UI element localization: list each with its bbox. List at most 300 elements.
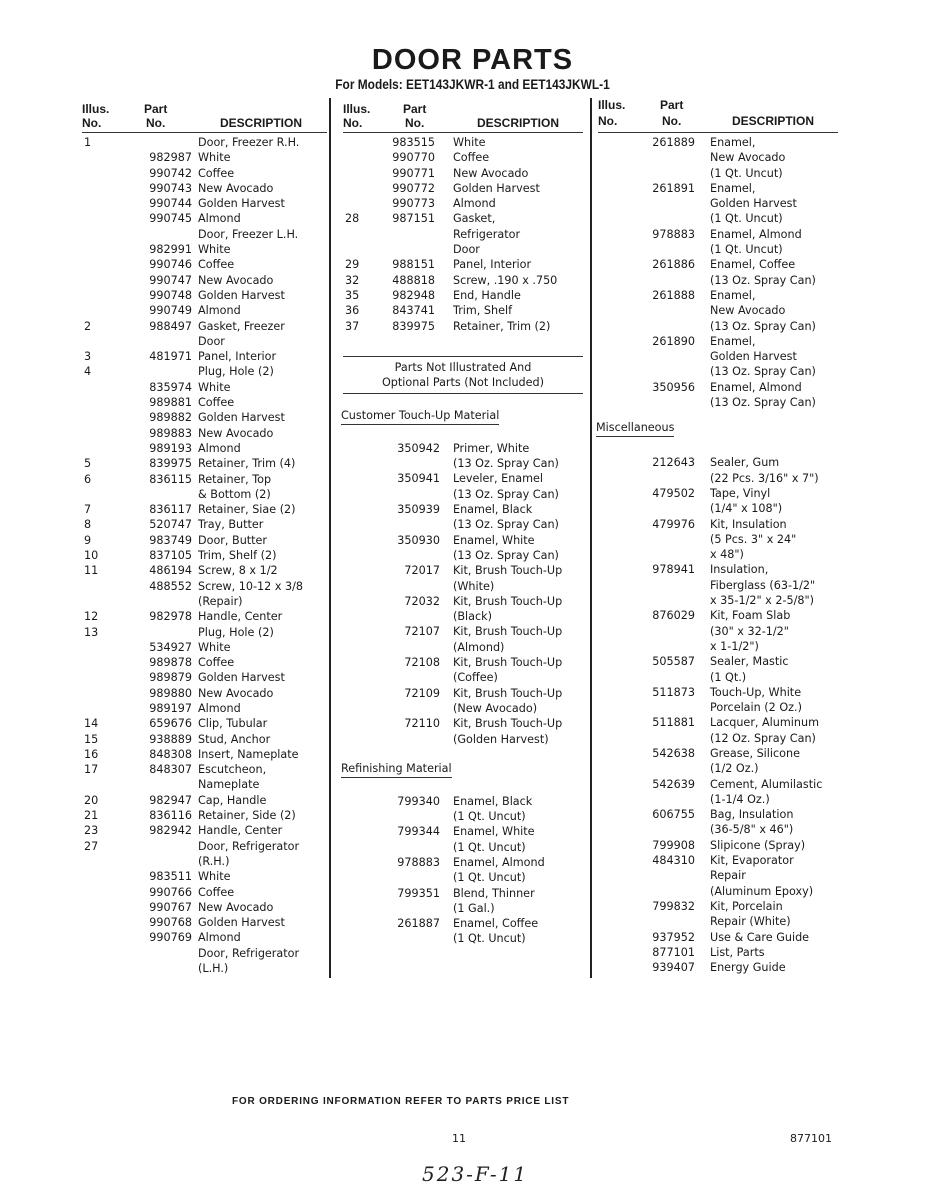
part-description: Retainer, Trim (2) (453, 319, 551, 333)
parts-row-continuation (343, 609, 583, 624)
parts-row (598, 945, 838, 960)
part-description: (1 Gal.) (453, 901, 495, 915)
part-description: New Avocado (198, 426, 274, 440)
parts-row-continuation (598, 822, 838, 837)
illus-number: 6 (84, 472, 92, 486)
part-description: Kit, Brush Touch-Up (453, 717, 563, 731)
parts-row (343, 655, 583, 670)
parts-row-continuation (598, 532, 838, 547)
part-description: (1 Qt. Uncut) (453, 840, 526, 854)
part-number: 982991 (149, 243, 192, 257)
optional-parts-heading (343, 356, 583, 394)
illus-number: 32 (345, 273, 360, 287)
part-description: (30" x 32-1/2" (710, 624, 789, 638)
part-description: Sealer, Mastic (710, 655, 789, 669)
optional-heading-line-1: Parts Not Illustrated And (394, 360, 532, 374)
part-description: Kit, Insulation (710, 517, 787, 531)
header-illus-no: No. (598, 114, 618, 128)
parts-row (343, 319, 583, 334)
part-number: 989882 (149, 411, 192, 425)
touchup-section (343, 408, 583, 747)
part-description: Golden Harvest (710, 197, 797, 211)
part-description: (1/4" x 108") (710, 502, 783, 516)
part-number: 835974 (149, 380, 192, 394)
part-number: 261887 (397, 917, 440, 931)
parts-row-continuation (598, 211, 838, 226)
part-description: Blend, Thinner (453, 886, 535, 900)
parts-row (343, 855, 583, 870)
part-description: New Avocado (198, 686, 274, 700)
parts-row (82, 854, 327, 869)
part-number: 990771 (392, 166, 435, 180)
part-number: 799908 (652, 838, 695, 852)
illus-number: 5 (84, 457, 92, 471)
parts-row (343, 196, 583, 211)
part-description: Lacquer, Aluminum (710, 716, 819, 730)
part-description: Almond (198, 931, 241, 945)
part-description: Kit, Brush Touch-Up (453, 656, 563, 670)
part-description: Sealer, Gum (710, 456, 780, 470)
parts-row-continuation (598, 792, 838, 807)
part-description: Enamel, (710, 334, 756, 348)
part-description: End, Handle (453, 288, 521, 302)
parts-row-continuation (343, 931, 583, 946)
part-description: Almond (198, 212, 241, 226)
parts-row (598, 654, 838, 669)
part-description: New Avocado (453, 166, 529, 180)
part-number: 990766 (149, 885, 192, 899)
parts-row (82, 915, 327, 930)
part-number: 982942 (149, 824, 192, 838)
parts-row (343, 533, 583, 548)
part-number: 261886 (652, 258, 695, 272)
header-part: Part (403, 102, 427, 116)
part-description: Golden Harvest (198, 411, 285, 425)
part-description: (12 Oz. Spray Can) (710, 731, 816, 745)
parts-row (82, 135, 327, 150)
part-number: 542638 (652, 746, 695, 760)
parts-row (82, 349, 327, 364)
parts-row (343, 794, 583, 809)
parts-row (82, 380, 327, 395)
part-description: Clip, Tubular (198, 717, 268, 731)
parts-row (82, 334, 327, 349)
part-number: 990745 (149, 212, 192, 226)
parts-row-continuation (598, 547, 838, 562)
header-illus-no: No. (82, 116, 102, 130)
parts-row (598, 486, 838, 501)
parts-row (82, 961, 327, 976)
parts-row (82, 716, 327, 731)
part-number: 990767 (149, 900, 192, 914)
part-description: (Aluminum Epoxy) (710, 884, 814, 898)
part-number: 488552 (149, 579, 192, 593)
illus-number: 7 (84, 503, 92, 517)
header-illus: Illus. (598, 98, 626, 112)
part-description: Screw, 10-12 x 3/8 (198, 579, 303, 593)
parts-row (82, 563, 327, 578)
parts-row (82, 900, 327, 915)
part-description: Insulation, (710, 563, 769, 577)
document-number: 877101 (790, 1132, 832, 1145)
parts-row (82, 196, 327, 211)
parts-row (82, 869, 327, 884)
part-description: Cement, Alumilastic (710, 777, 823, 791)
parts-row (82, 625, 327, 640)
parts-row (598, 853, 838, 868)
parts-row-continuation (598, 319, 838, 334)
header-illus: Illus. (343, 102, 371, 116)
part-number: 799832 (652, 899, 695, 913)
part-number: 982987 (149, 151, 192, 165)
part-description: Coffee (198, 166, 235, 180)
part-description: Use & Care Guide (710, 930, 810, 944)
header-illus: Illus. (82, 102, 110, 116)
part-description: Coffee (198, 656, 235, 670)
part-number: 511873 (652, 685, 695, 699)
part-description: Leveler, Enamel (453, 472, 544, 486)
parts-row (598, 562, 838, 577)
part-description: (13 Oz. Spray Can) (453, 518, 559, 532)
touchup-title: Customer Touch-Up Material (341, 408, 499, 425)
parts-column-3 (598, 100, 838, 975)
parts-row (598, 838, 838, 853)
parts-row (598, 227, 838, 242)
part-description: & Bottom (2) (198, 487, 271, 501)
parts-row-continuation (343, 487, 583, 502)
part-description: Gasket, Freezer (198, 319, 285, 333)
part-number: 989880 (149, 686, 192, 700)
parts-row-continuation (343, 901, 583, 916)
parts-row (343, 624, 583, 639)
part-number: 989883 (149, 426, 192, 440)
part-number: 938889 (149, 732, 192, 746)
part-description: (1 Qt. Uncut) (710, 243, 783, 257)
part-description: Enamel, Black (453, 503, 533, 517)
part-description: New Avocado (710, 304, 786, 318)
parts-row (82, 930, 327, 945)
part-description: Enamel, Black (453, 794, 533, 808)
parts-row-continuation (598, 303, 838, 318)
parts-row-continuation (598, 639, 838, 654)
parts-row (598, 746, 838, 761)
parts-row-continuation (343, 579, 583, 594)
part-number: 350939 (397, 503, 440, 517)
part-description: List, Parts (710, 945, 765, 959)
header-part: Part (144, 102, 168, 116)
part-number: 261891 (652, 181, 695, 195)
part-description: Bag, Insulation (710, 808, 794, 822)
parts-row (343, 166, 583, 181)
parts-row (82, 472, 327, 487)
part-description: White (198, 151, 231, 165)
parts-row (82, 777, 327, 792)
parts-row (598, 380, 838, 395)
refinishing-section (343, 761, 583, 947)
parts-row (343, 824, 583, 839)
header-part: Part (660, 98, 684, 112)
part-number: 990747 (149, 273, 192, 287)
part-description: (Repair) (198, 594, 243, 608)
parts-row (82, 808, 327, 823)
part-description: New Avocado (198, 273, 274, 287)
illus-number: 28 (345, 212, 360, 226)
part-description: (1 Qt. Uncut) (453, 932, 526, 946)
parts-row-continuation (343, 670, 583, 685)
parts-row (82, 793, 327, 808)
part-number: 990772 (392, 181, 435, 195)
parts-row (82, 150, 327, 165)
parts-row (598, 899, 838, 914)
parts-row (82, 211, 327, 226)
part-description: White (453, 136, 486, 149)
part-description: Enamel, Almond (710, 380, 802, 394)
part-description: Stud, Anchor (198, 732, 271, 746)
part-description: Energy Guide (710, 961, 786, 975)
part-number: 978883 (652, 227, 695, 241)
illus-number: 13 (84, 625, 99, 639)
part-number: 983515 (392, 136, 435, 149)
part-number: 72017 (404, 564, 440, 578)
parts-row-continuation (598, 670, 838, 685)
part-description: (13 Oz. Spray Can) (710, 365, 816, 379)
part-description: Kit, Foam Slab (710, 609, 791, 623)
illus-number: 11 (84, 564, 99, 578)
part-description: Touch-Up, White (710, 685, 802, 699)
illus-number: 10 (84, 549, 99, 563)
part-description: Fiberglass (63-1/2" (710, 578, 816, 592)
parts-row (598, 288, 838, 303)
part-description: Enamel, Coffee (453, 917, 539, 931)
illus-number: 15 (84, 732, 99, 746)
header-description: DESCRIPTION (477, 116, 560, 130)
parts-row-continuation (343, 517, 583, 532)
part-description: (5 Pcs. 3" x 24" (710, 532, 797, 546)
parts-row (343, 288, 583, 303)
part-description: x 48") (710, 548, 744, 562)
parts-row (343, 135, 583, 150)
part-description: Golden Harvest (198, 197, 285, 211)
parts-row (598, 334, 838, 349)
parts-row (598, 181, 838, 196)
part-description: Door, Freezer L.H. (198, 227, 299, 241)
parts-row (343, 242, 583, 257)
part-number: 978883 (397, 855, 440, 869)
part-number: 989879 (149, 671, 192, 685)
parts-row (82, 885, 327, 900)
parts-row (598, 715, 838, 730)
part-number: 520747 (149, 518, 192, 532)
parts-row-continuation (598, 196, 838, 211)
part-number: 799351 (397, 886, 440, 900)
part-description: Porcelain (2 Oz.) (710, 701, 802, 715)
parts-row (82, 257, 327, 272)
column-header (598, 100, 838, 133)
parts-row-continuation (598, 914, 838, 929)
parts-row (82, 410, 327, 425)
header-part-no: No. (146, 116, 166, 130)
parts-row (598, 608, 838, 623)
parts-row-continuation (343, 548, 583, 563)
part-number: 989193 (149, 441, 192, 455)
parts-row (343, 257, 583, 272)
parts-row (82, 701, 327, 716)
parts-row (82, 747, 327, 762)
parts-row (598, 807, 838, 822)
parts-row (82, 823, 327, 838)
part-description: Enamel, (710, 181, 756, 195)
part-number: 839975 (149, 457, 192, 471)
part-description: Kit, Brush Touch-Up (453, 564, 563, 578)
part-number: 511881 (652, 716, 695, 730)
part-number: 479976 (652, 517, 695, 531)
part-number: 982947 (149, 793, 192, 807)
parts-row-continuation (598, 593, 838, 608)
parts-row (343, 686, 583, 701)
part-description: (1/2 Oz.) (710, 762, 759, 776)
parts-row (82, 227, 327, 242)
part-description: Enamel, Coffee (710, 258, 796, 272)
parts-row-continuation (343, 640, 583, 655)
part-description: White (198, 640, 231, 654)
parts-row (82, 487, 327, 502)
part-description: Golden Harvest (198, 916, 285, 930)
parts-column-2 (343, 100, 583, 947)
parts-row-continuation (598, 364, 838, 379)
parts-row (82, 594, 327, 609)
part-description: Screw, 8 x 1/2 (198, 564, 278, 578)
parts-row (82, 640, 327, 655)
parts-row (82, 303, 327, 318)
parts-row (82, 242, 327, 257)
parts-row (82, 517, 327, 532)
part-description: Door, Freezer R.H. (198, 136, 300, 149)
part-description: New Avocado (198, 181, 274, 195)
part-number: 72032 (404, 594, 440, 608)
part-number: 876029 (652, 609, 695, 623)
parts-row-continuation (598, 166, 838, 181)
part-number: 72109 (404, 686, 440, 700)
parts-row-continuation (598, 884, 838, 899)
part-number: 983749 (149, 533, 192, 547)
refinishing-title: Refinishing Material (341, 761, 452, 778)
header-description: DESCRIPTION (732, 114, 815, 128)
parts-row-continuation (598, 242, 838, 257)
parts-row-continuation (598, 578, 838, 593)
illus-number: 17 (84, 763, 99, 777)
part-description: Almond (453, 197, 496, 211)
parts-row (598, 135, 838, 150)
parts-row (82, 319, 327, 334)
illus-number: 12 (84, 610, 99, 624)
column-divider (590, 98, 592, 978)
header-illus-no: No. (343, 116, 363, 130)
part-description: Handle, Center (198, 610, 283, 624)
part-number: 988151 (392, 258, 435, 272)
part-number: 988497 (149, 319, 192, 333)
part-number: 839975 (392, 319, 435, 333)
parts-row (343, 716, 583, 731)
part-number: 990773 (392, 197, 435, 211)
parts-row (82, 732, 327, 747)
part-number: 837105 (149, 549, 192, 563)
parts-row (598, 960, 838, 975)
illus-number: 20 (84, 793, 99, 807)
part-description: (R.H.) (198, 854, 230, 868)
header-part-no: No. (405, 116, 425, 130)
parts-column-1 (82, 100, 327, 976)
part-description: Golden Harvest (198, 288, 285, 302)
part-description: (13 Oz. Spray Can) (453, 487, 559, 501)
part-description: Enamel, (710, 288, 756, 302)
part-description: Coffee (198, 885, 235, 899)
part-description: x 1-1/2") (710, 639, 759, 653)
part-number: 990744 (149, 197, 192, 211)
parts-row-continuation (598, 868, 838, 883)
parts-row-continuation (598, 395, 838, 410)
part-description: (13 Oz. Spray Can) (453, 548, 559, 562)
part-description: Kit, Brush Touch-Up (453, 594, 563, 608)
part-number: 990743 (149, 181, 192, 195)
parts-row (343, 594, 583, 609)
column-header (343, 100, 583, 133)
part-number: 534927 (149, 640, 192, 654)
parts-row-continuation (598, 624, 838, 639)
parts-row (343, 181, 583, 196)
illus-number: 8 (84, 518, 92, 532)
part-description: Handle, Center (198, 824, 283, 838)
illus-number: 16 (84, 747, 99, 761)
part-description: Screw, .190 x .750 (453, 273, 558, 287)
parts-row-continuation (598, 150, 838, 165)
parts-row (598, 455, 838, 470)
part-description: (White) (453, 579, 495, 593)
part-description: Plug, Hole (2) (198, 365, 274, 379)
parts-row-continuation (343, 456, 583, 471)
parts-row (343, 273, 583, 288)
part-number: 989878 (149, 656, 192, 670)
header-part-no: No. (662, 114, 682, 128)
part-description: (New Avocado) (453, 701, 538, 715)
part-description: Gasket, (453, 212, 496, 226)
part-number: 987151 (392, 212, 435, 226)
parts-row-continuation (598, 273, 838, 288)
parts-row (82, 181, 327, 196)
part-description: (1-1/4 Oz.) (710, 792, 770, 806)
illus-number: 1 (84, 136, 92, 149)
part-description: (1 Qt. Uncut) (453, 871, 526, 885)
part-description: Golden Harvest (198, 671, 285, 685)
parts-row (82, 502, 327, 517)
part-description: Coffee (453, 151, 490, 165)
part-description: Coffee (198, 396, 235, 410)
part-number: 989197 (149, 701, 192, 715)
part-number: 350956 (652, 380, 695, 394)
part-description: Enamel, White (453, 825, 535, 839)
parts-row (343, 211, 583, 226)
part-description: Retainer, Side (2) (198, 809, 296, 823)
part-number: 978941 (652, 563, 695, 577)
part-description: Repair (White) (710, 915, 791, 929)
page-subtitle: For Models: EET143JKWR-1 and EET143JKWL-1 (335, 76, 610, 92)
part-description: Slipicone (Spray) (710, 838, 806, 852)
parts-row (343, 303, 583, 318)
page-number: 11 (452, 1132, 466, 1145)
parts-row (82, 686, 327, 701)
parts-row (343, 563, 583, 578)
part-description: Door (198, 334, 225, 348)
part-description: (Black) (453, 610, 492, 624)
